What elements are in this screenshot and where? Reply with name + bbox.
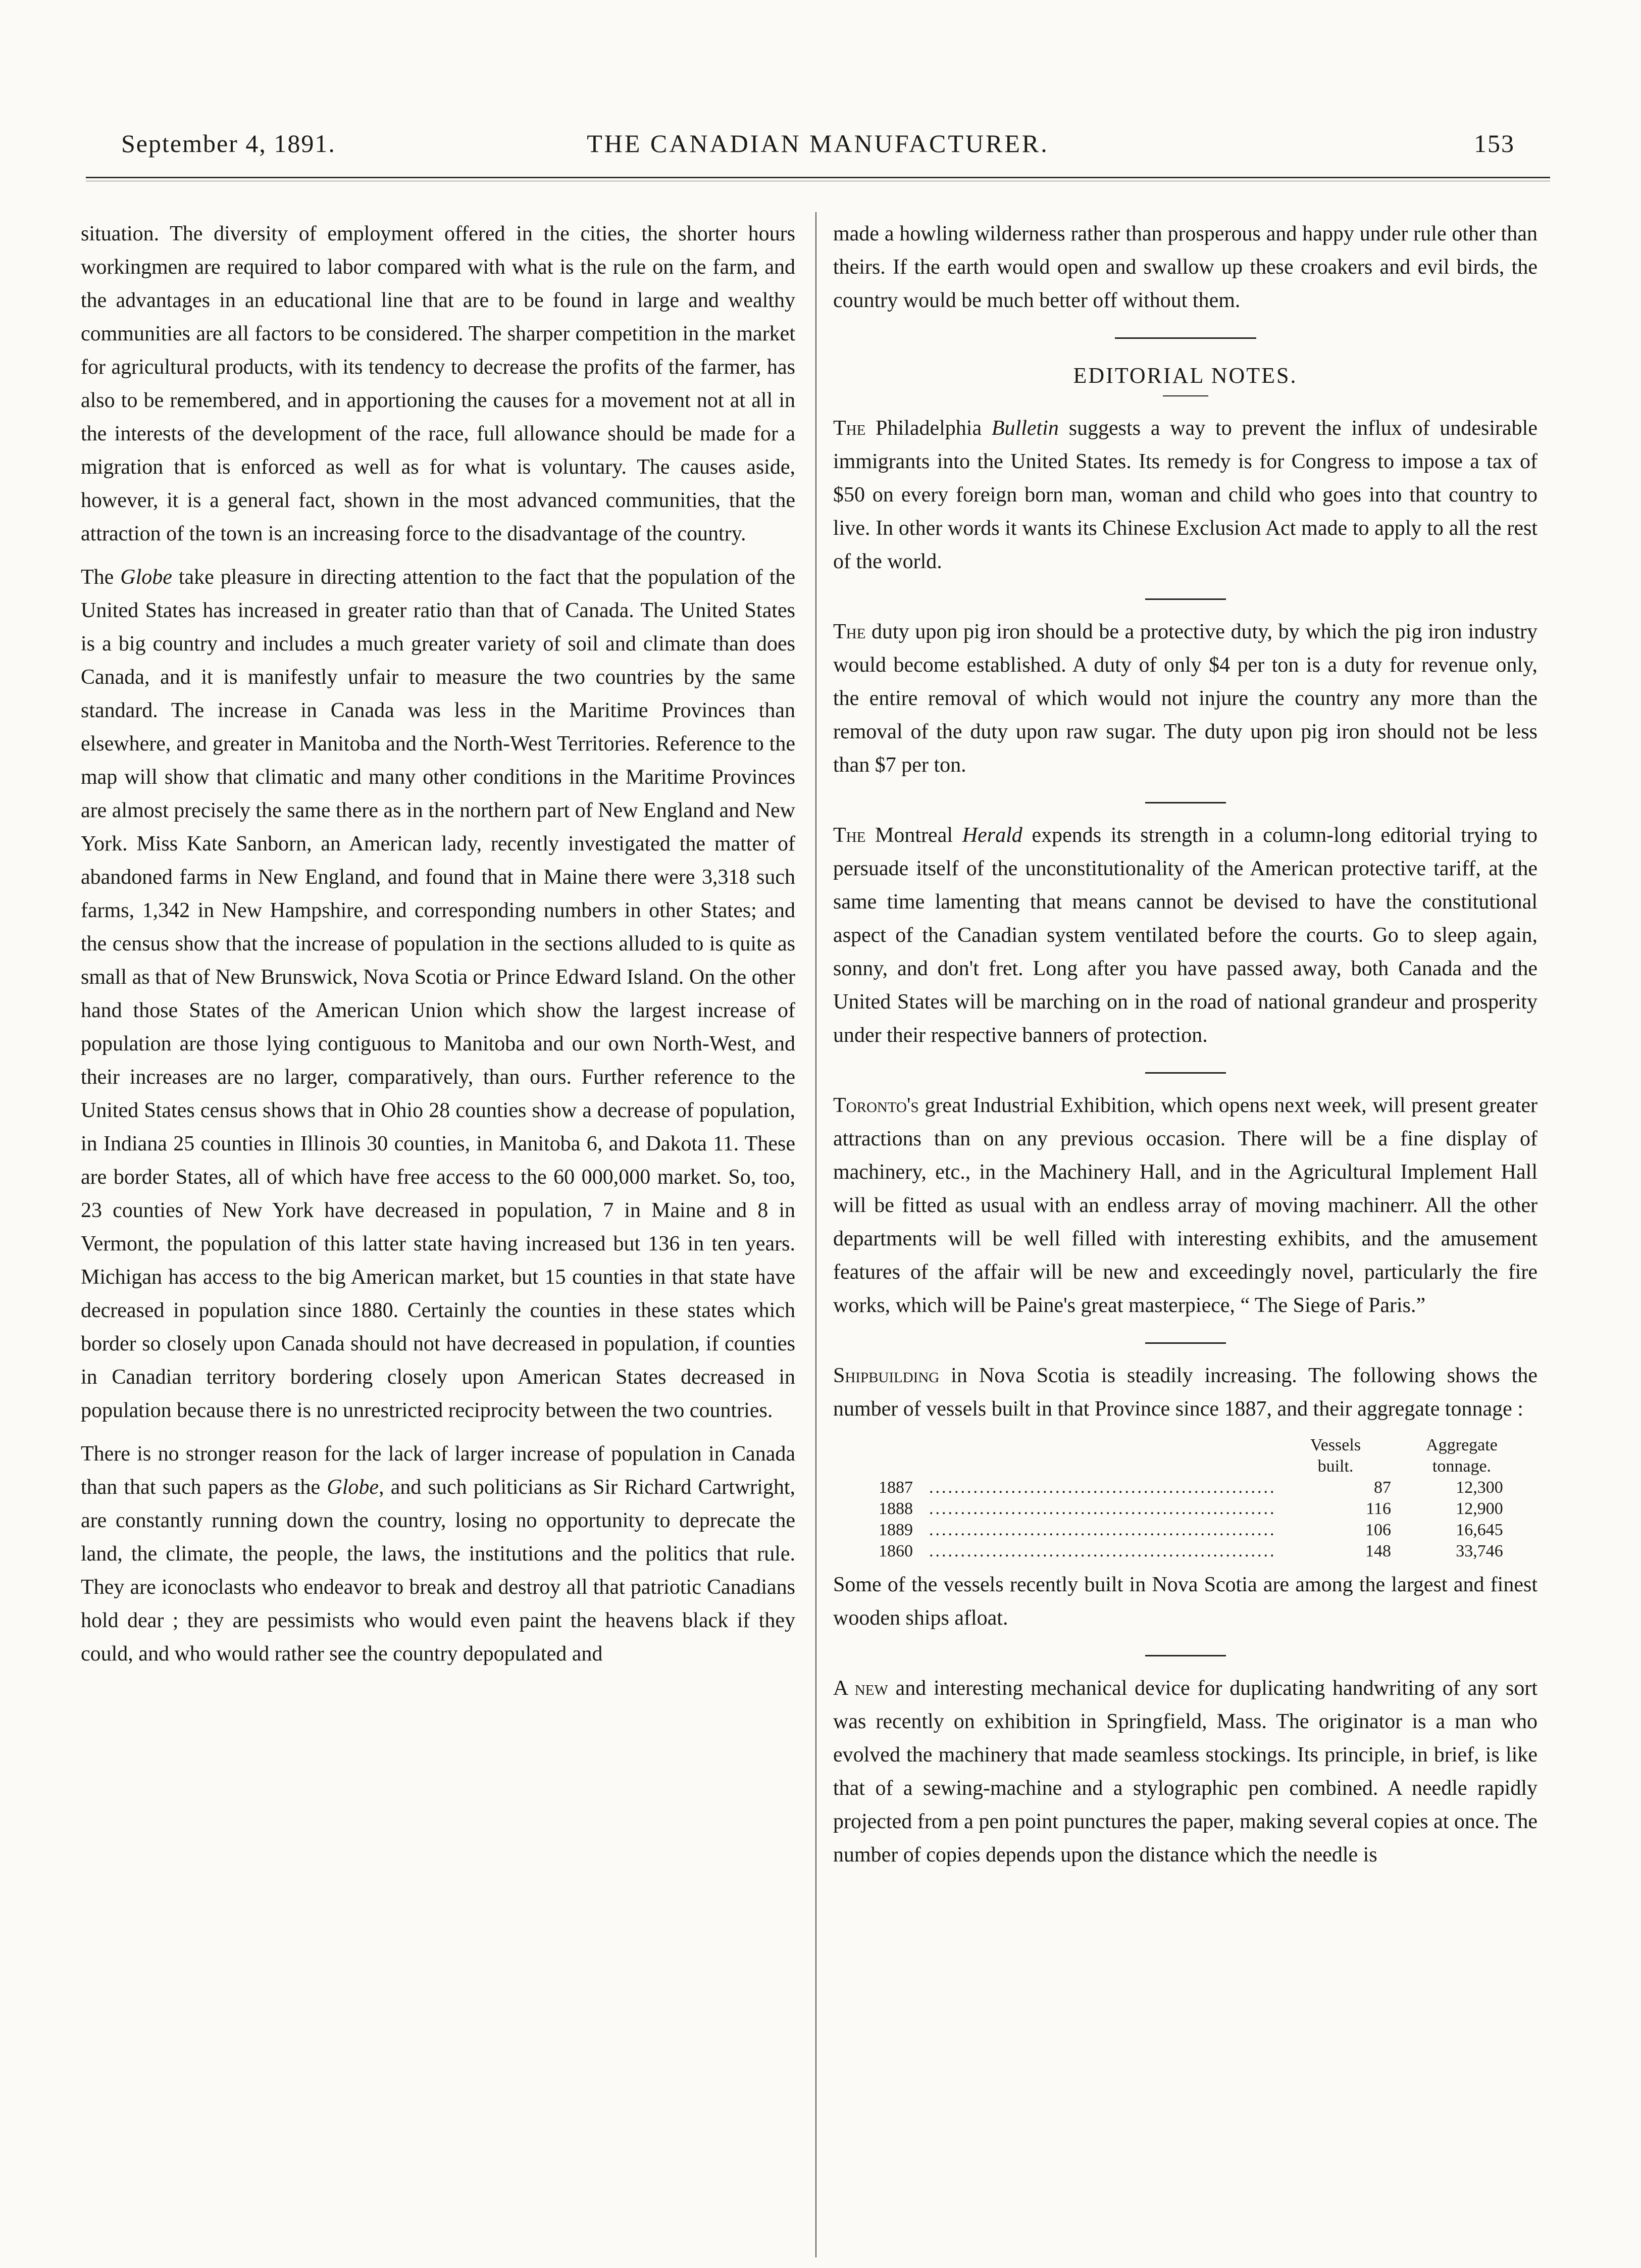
row-year: 1889: [879, 1521, 913, 1539]
page-number: 153: [1474, 129, 1515, 158]
p2-text-a: The: [81, 566, 121, 589]
p2-globe: Globe: [120, 566, 172, 589]
left-paragraph-1: situation. The diversity of employment offered in the cities, the shorter hours workingmen are required to labor compared with what is the rule on the farm, and the advantages in an educational line that are to be found in large and wealthy communities are all factors to be considered. The sharper competition in the market for agricultural products, with its tendency to decrease the profits of the farmer, has also to be remembered, and in apportioning the causes for a movement not at all in the interests of the development of the race, full allowance should be made for a migration that is enforced as well as for what is voluntary. The causes aside, however, it is a general fact, shown in the most advanced communities, that the attraction of the town is an increasing force to the disadvantage of the country.: [81, 222, 795, 545]
note-rule-4: [1145, 1342, 1226, 1344]
right-column: [833, 217, 1537, 1872]
p3-text-b: , and such politicians as Sir Richard Cartwright, are constantly running down the country, losing no opportunity to deprecate the land, the climate, the people, the laws, the institutions and the politics that rule. They are iconoclasts who endeavor to break and destroy all that patriotic Canadians hold dear ; they are pessimists who would even paint the heavens black if they could, and who would rather see the country depopulated and: [81, 1476, 795, 1666]
note-6-text: and interesting mechanical device for duplicating handwriting of any sort was recently on exhibition in Springfield, Mass. The originator is a man who evolved the machinery that made seamless stockings. Its principle, in brief, is like that of a sewing-machine and a stylographic pen combined. A needle rapidly projected from a pen point punctures the paper, making several copies at once. The number of copies depends upon the distance which the needle is: [833, 1677, 1538, 1867]
leader-dots: .......................................................: [929, 1521, 1276, 1539]
table-row: [833, 1541, 1537, 1562]
row-vessels: 148: [1365, 1542, 1391, 1560]
section-heading: EDITORIAL NOTES.: [1073, 363, 1298, 388]
table-row: [833, 1498, 1537, 1520]
note-3-text-a: Montreal: [865, 824, 962, 847]
table-header: [833, 1435, 1537, 1477]
heading-underline: [1163, 395, 1208, 396]
table-header-tonnage: Aggregate tonnage.: [1426, 1436, 1498, 1476]
left-column: [81, 217, 795, 1671]
note-3-text-b: expends its strength in a column-long editorial trying to persuade itself of the unconstitutionality of the American protective tariff, at the same time lamenting that means cannot be devised to have the constitutional aspect of the Canadian system ventilated before the courts. Go to sleep again, sonny, and don't fret. Long after you have passed away, both Canada and the United States will be marching on in the road of national grandeur and prosperity under their respective banners of protection.: [833, 824, 1537, 1047]
note-2-text: duty upon pig iron should be a protective duty, by which the pig iron industry would become established. A duty of only $4 per ton is a duty for revenue only, the entire removal of which would not injure the country any more than the removal of the duty upon raw sugar. The duty upon pig iron should not be less than $7 per ton.: [833, 620, 1537, 777]
issue-date: September 4, 1891.: [121, 129, 336, 158]
note-6: [833, 1672, 1537, 1872]
table-row: [833, 1520, 1537, 1541]
row-year: 1887: [879, 1478, 913, 1497]
p2-text-b: take pleasure in directing attention to the fact that the population of the United States has increased in greater ratio than that of Canada. The United States is a big country and includes a much greater variety of soil and climate than does Canada, and it is manifestly unfair to measure the two countries by the same standard. The increase in Canada was less in the Maritime Provinces than elsewhere, and greater in Manitoba and the North-West Territories. Reference to the map will show that climatic and many other conditions in the Maritime Provinces are almost precisely the same there as in the northern part of New England and New York. Miss Kate Sanborn, an American lady, recently investigated the matter of abandoned farms in New England, and found that in Maine there were 3,318 such farms, 1,342 in New Hampshire, and corresponding numbers in other States; and the census show that the increase of population in the sections alluded to is quite as small as that of New Brunswick, Nova Scotia or Prince Edward Island. On the other hand those States of the American Union which show the largest increase of population are those lying contiguous to Manitoba and our own North-West, and their increases are no larger, comparatively, than ours. Further reference to the United States census shows that in Ohio 28 counties show a decrease of population, in Indiana 25 counties in Illinois 30 counties, in Manitoba 6, and Dakota 11. These are border States, all of which have free access to the 60 000,000 market. So, too, 23 counties of New York have decreased in population, 7 in Maine and 8 in Vermont, the population of this latter state having increased but 136 in ten years. Michigan has access to the big American market, but 15 counties in that state have decreased in population since 1880. Certainly the counties in these states which border so closely upon Canada should not have decreased in population, if counties in Canadian territory bordering closely upon American States decreased in population because there is no unrestricted reciprocity between the two countries.: [81, 566, 795, 1422]
note-rule-5: [1145, 1655, 1226, 1656]
note-6-lead: A new: [833, 1677, 888, 1700]
note-rule-1: [1145, 598, 1226, 600]
note-2-lead: The: [833, 620, 866, 643]
publication-title: THE CANADIAN MANUFACTURER.: [587, 129, 1049, 158]
note-1: [833, 412, 1537, 578]
row-year: 1860: [879, 1542, 913, 1560]
table-row: [833, 1477, 1537, 1498]
section-rule: [1115, 337, 1256, 339]
leader-dots: .......................................................: [929, 1478, 1276, 1497]
p3-text-a: There is no stronger reason for the lack of larger increase of population in Canada than that such papers as the: [81, 1442, 795, 1499]
column-divider: [815, 212, 816, 2257]
table-header-vessels: Vessels built.: [1310, 1436, 1361, 1476]
row-vessels: 106: [1365, 1521, 1391, 1539]
note-5-after: Some of the vessels recently built in Nova Scotia are among the largest and finest wooden ships afloat.: [833, 1573, 1537, 1630]
note-2: [833, 615, 1537, 782]
right-paragraph-continued: made a howling wilderness rather than prosperous and happy under rule other than theirs. If the earth would open and swallow up these croakers and evil birds, the country would be much better off without them.: [833, 222, 1537, 312]
note-rule-3: [1145, 1072, 1226, 1074]
note-5-lead: Shipbuilding: [833, 1364, 940, 1387]
note-rule-2: [1145, 802, 1226, 803]
leader-dots: .......................................................: [929, 1542, 1276, 1560]
note-5: [833, 1359, 1537, 1426]
note-3-lead: The: [833, 824, 866, 847]
note-4-text: great Industrial Exhibition, which opens next week, will present greater attractions than on any previous occasion. There will be a fine display of machinery, etc., in the Machinery Hall, and in the Agricultural Implement Hall will be fitted as usual with an endless array of moving machinerr. All the other departments will be well filled with interesting exhibits, and the amusement features of the affair will be new and exceedingly novel, particularly the fire works, which will be Paine's great masterpiece, “ The Siege of Paris.”: [833, 1094, 1537, 1317]
row-tonnage: 12,300: [1456, 1478, 1503, 1497]
note-4-lead: Toronto's: [833, 1094, 919, 1117]
header-rule: [86, 177, 1550, 178]
note-4: [833, 1089, 1537, 1322]
shipbuilding-table: [833, 1435, 1537, 1562]
note-3: [833, 819, 1537, 1052]
row-vessels: 87: [1374, 1478, 1391, 1497]
left-paragraph-3: [81, 1437, 795, 1671]
row-tonnage: 12,900: [1456, 1499, 1503, 1518]
note-1-bulletin: Bulletin: [991, 417, 1059, 440]
row-tonnage: 33,746: [1456, 1542, 1503, 1560]
row-tonnage: 16,645: [1456, 1521, 1503, 1539]
note-5-text: in Nova Scotia is steadily increasing. The following shows the number of vessels built in that Province since 1887, and their aggregate tonnage :: [833, 1364, 1537, 1421]
note-1-text-b: suggests a way to prevent the influx of undesirable immigrants into the United States. Its remedy is for Congress to impose a tax of $50 on every foreign born man, woman and child who goes into that country to live. In other words it wants its Chinese Exclusion Act made to apply to all the rest of the world.: [833, 417, 1537, 573]
note-3-herald: Herald: [962, 824, 1022, 847]
row-vessels: 116: [1366, 1499, 1391, 1518]
table-body: [833, 1477, 1537, 1562]
note-1-lead: The: [833, 417, 866, 440]
row-year: 1888: [879, 1499, 913, 1518]
leader-dots: .......................................................: [929, 1499, 1276, 1518]
p3-globe: Globe: [327, 1476, 379, 1499]
page-header: [121, 119, 1515, 164]
note-1-text-a: Philadelphia: [865, 417, 992, 440]
left-paragraph-2: [81, 561, 795, 1427]
